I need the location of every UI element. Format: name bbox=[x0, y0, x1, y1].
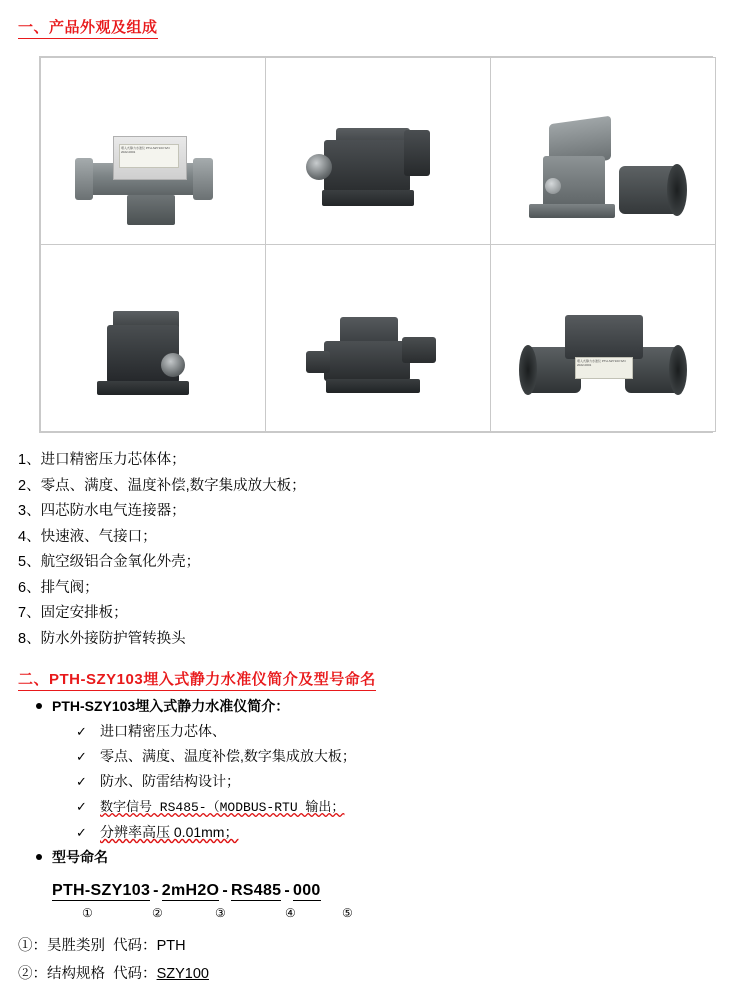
check-icon: ✓ bbox=[76, 724, 87, 739]
connector-icon bbox=[306, 154, 332, 180]
code-row-2 bbox=[18, 962, 209, 986]
feature-item-2-text: 零点、满度、温度补偿,数字集成放大板； bbox=[100, 748, 356, 764]
feature-item-4 bbox=[0, 794, 752, 820]
product-photo-1 bbox=[41, 58, 265, 244]
mounting-plate-shape bbox=[326, 379, 420, 393]
component-item-2: 2、零点、满度、温度补偿,数字集成放大板； bbox=[18, 477, 306, 494]
intro-bullet-1 bbox=[0, 694, 752, 719]
model-index-row bbox=[0, 906, 752, 926]
feature-item-5-text: 分辨率高压 0.01mm； bbox=[100, 824, 239, 840]
feature-item-2 bbox=[0, 744, 752, 769]
photo-cell-6 bbox=[491, 245, 716, 432]
code-row-2-index: ②： bbox=[18, 966, 47, 982]
code-row-1-code-label: 代码： bbox=[113, 938, 157, 954]
check-icon: ✓ bbox=[76, 825, 87, 840]
product-photo-3 bbox=[491, 58, 715, 244]
section-heading-2 bbox=[0, 668, 376, 691]
sensor-right-port-shape bbox=[193, 158, 213, 200]
product-label: 埋入式静力水准仪 PTH-SZY103 S/N 2022-0001 bbox=[119, 144, 179, 168]
component-item-1: 1、进口精密压力芯体体； bbox=[18, 452, 186, 468]
model-naming-line bbox=[52, 882, 321, 900]
product-photo-5 bbox=[266, 245, 490, 431]
tube-opening-shape bbox=[667, 164, 687, 216]
connector-icon bbox=[161, 353, 185, 377]
code-row-1-index: ①： bbox=[18, 938, 47, 954]
section-heading-1 bbox=[0, 16, 158, 39]
model-separator-2: - bbox=[222, 882, 228, 899]
product-label: 埋入式静力水准仪 PTH-SZY103 S/N 2022-0001 bbox=[575, 357, 633, 379]
sensor-nose-shape bbox=[402, 337, 436, 363]
component-item-6: 6、排气阀； bbox=[18, 579, 99, 596]
component-item-5: 5、航空级铝合金氧化外壳； bbox=[18, 554, 201, 570]
feature-item-4-text: 数字信号 RS485-（MODBUS-RTU 输出； bbox=[100, 800, 345, 815]
product-photo-6 bbox=[491, 245, 715, 431]
code-row-2-code: SZY100 bbox=[156, 966, 209, 982]
intro-list bbox=[0, 694, 752, 870]
section-heading-2-text: 二、PTH-SZY103埋入式静力水准仪简介及型号命名 bbox=[18, 668, 376, 691]
code-row-1 bbox=[18, 934, 186, 958]
feature-item-1 bbox=[0, 719, 752, 744]
model-segment-4: 000 bbox=[293, 882, 321, 899]
photo-cell-3 bbox=[491, 58, 716, 245]
component-item-4: 4、快速液、气接口； bbox=[18, 528, 157, 545]
code-row-2-label: 结构规格 bbox=[47, 966, 105, 982]
mounting-plate-shape bbox=[127, 195, 175, 225]
model-index-1: ① bbox=[82, 906, 93, 920]
model-segment-2: 2mH2O bbox=[161, 882, 220, 899]
model-index-5: ⑤ bbox=[342, 906, 353, 920]
mounting-plate-shape bbox=[529, 204, 615, 218]
feature-item-5 bbox=[0, 820, 752, 845]
code-row-1-code: PTH bbox=[156, 938, 186, 954]
section-heading-1-text: 一、产品外观及组成 bbox=[18, 16, 158, 39]
sensor-tail-shape bbox=[306, 351, 330, 373]
model-index-4: ④ bbox=[285, 906, 296, 920]
tube-opening-left-shape bbox=[519, 345, 537, 395]
photo-cell-5 bbox=[266, 245, 491, 432]
code-row-2-code-label: 代码： bbox=[113, 966, 157, 982]
model-index-3: ③ bbox=[215, 906, 226, 920]
model-separator-1: - bbox=[153, 882, 159, 899]
intro-bullet-2 bbox=[0, 845, 752, 870]
feature-item-1-text: 进口精密压力芯体、 bbox=[100, 723, 226, 739]
model-segment-1: PTH-SZY103 bbox=[52, 882, 151, 899]
component-item-8: 8、防水外接防护管转换头 bbox=[18, 630, 186, 647]
component-item-7: 7、固定安排板； bbox=[18, 605, 128, 621]
feature-item-3 bbox=[0, 769, 752, 794]
bullet-dot-icon bbox=[36, 854, 42, 860]
component-list bbox=[18, 448, 718, 652]
sensor-left-port-shape bbox=[75, 158, 93, 200]
tube-opening-right-shape bbox=[669, 345, 687, 395]
mounting-plate-shape bbox=[97, 381, 189, 395]
sensor-body-shape bbox=[565, 315, 643, 359]
photo-cell-1 bbox=[41, 58, 266, 245]
sensor-body-shape bbox=[324, 140, 410, 192]
connector-icon bbox=[545, 178, 561, 194]
check-icon: ✓ bbox=[76, 749, 87, 764]
feature-item-3-text: 防水、防雷结构设计； bbox=[100, 773, 240, 789]
check-icon: ✓ bbox=[76, 799, 87, 814]
mounting-plate-shape bbox=[322, 190, 414, 206]
bullet-dot-icon bbox=[36, 703, 42, 709]
intro-bullet-2-text: 型号命名 bbox=[52, 849, 108, 865]
photo-cell-2 bbox=[266, 58, 491, 245]
model-index-2: ② bbox=[152, 906, 163, 920]
model-segment-3: RS485 bbox=[230, 882, 282, 899]
sensor-cap-shape bbox=[404, 130, 430, 176]
intro-bullet-1-text: PTH-SZY103埋入式静力水准仪简介： bbox=[52, 698, 290, 714]
product-photo-4 bbox=[41, 245, 265, 431]
product-photo-2 bbox=[266, 58, 490, 244]
component-item-3: 3、四芯防水电气连接器； bbox=[18, 503, 186, 519]
sensor-body-shape bbox=[324, 341, 410, 381]
model-separator-3: - bbox=[284, 882, 291, 899]
product-photo-grid bbox=[39, 56, 713, 433]
check-icon: ✓ bbox=[76, 774, 87, 789]
code-row-1-label: 昊胜类别 bbox=[47, 938, 105, 954]
photo-cell-4 bbox=[41, 245, 266, 432]
